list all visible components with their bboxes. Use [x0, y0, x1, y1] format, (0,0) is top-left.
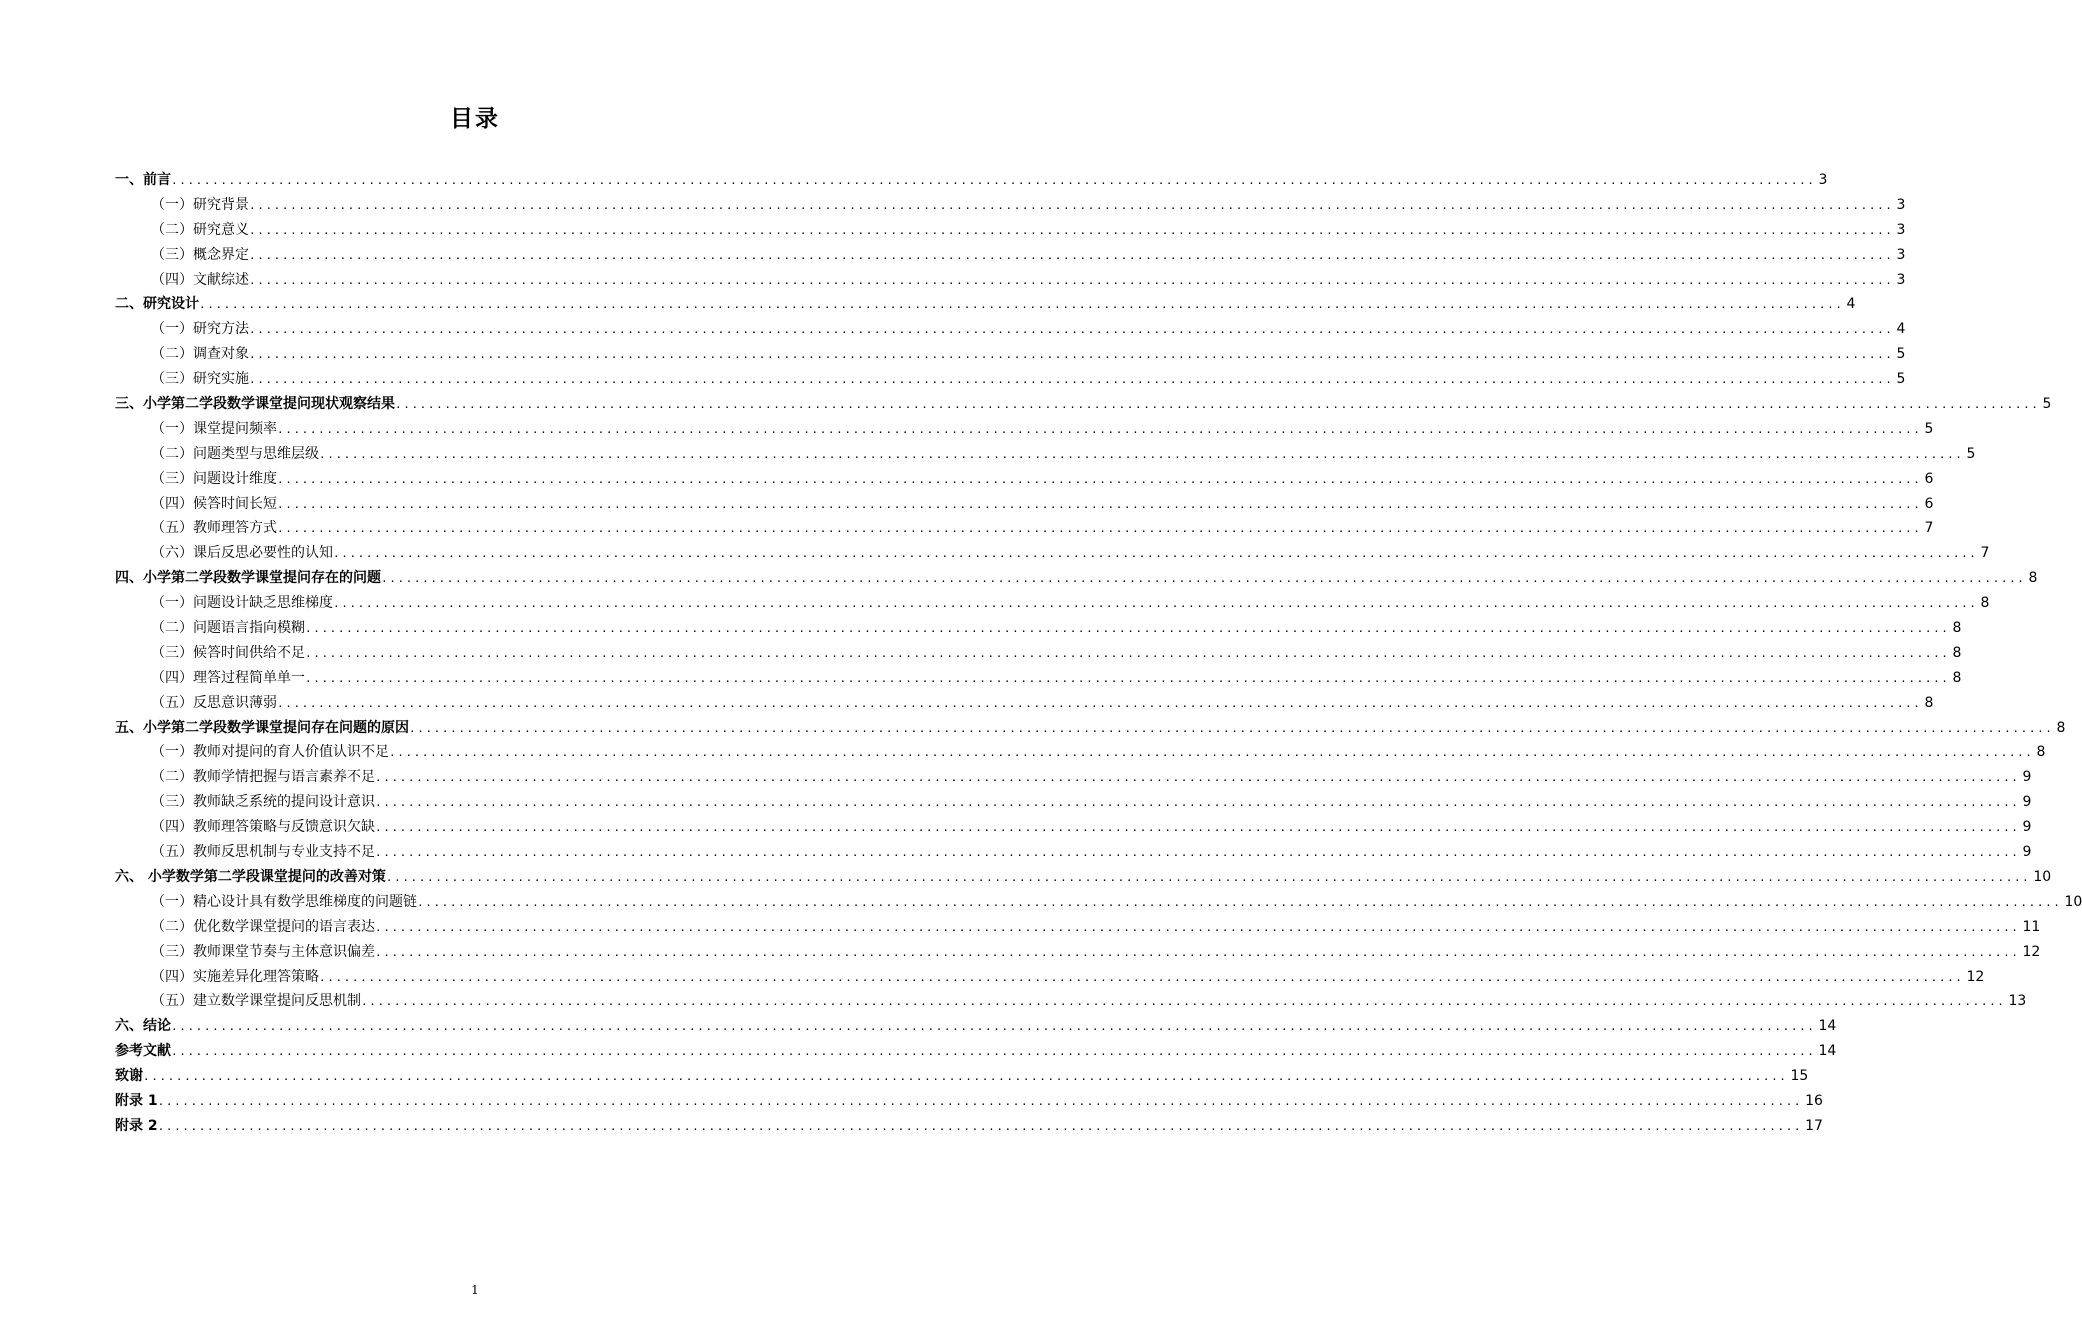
page-number-footer: 1: [471, 1283, 479, 1297]
toc-entry-page-number: 17: [1805, 1117, 1823, 1134]
toc-section-entry[interactable]: [115, 666, 1962, 691]
toc-dot-leader: ........................................................................................................................................................................................................: [277, 497, 1922, 511]
toc-entry-title: （六）课后反思必要性的认知: [151, 545, 333, 562]
toc-section-entry[interactable]: [115, 218, 1906, 243]
toc-entry-title: 参考文献: [115, 1043, 171, 1060]
toc-entry-title: （四）教师理答策略与反馈意识欠缺: [151, 819, 375, 836]
toc-entry-page-number: 5: [1896, 371, 1906, 388]
toc-entry-page-number: 4: [1846, 296, 1856, 313]
toc-dot-leader: ........................................................................................................................................................................................................: [249, 248, 1894, 262]
toc-dot-leader: ........................................................................................................................................................................................................: [157, 1094, 1803, 1108]
toc-entry-title: （二）调查对象: [151, 346, 249, 363]
toc-chapter-entry[interactable]: [115, 1114, 1823, 1139]
toc-dot-leader: ........................................................................................................................................................................................................: [171, 174, 1816, 187]
toc-chapter-entry[interactable]: [115, 392, 2052, 417]
toc-entry-page-number: 9: [2022, 844, 2032, 861]
toc-entry-page-number: 7: [1980, 545, 1990, 562]
toc-chapter-entry[interactable]: [115, 865, 2052, 890]
toc-section-entry[interactable]: [115, 740, 2046, 765]
toc-dot-leader: ........................................................................................................................................................................................................: [305, 622, 1950, 636]
toc-section-entry[interactable]: [115, 989, 2027, 1014]
toc-dot-leader: ........................................................................................................................................................................................................: [333, 547, 1978, 561]
toc-section-entry[interactable]: [115, 691, 1934, 716]
toc-chapter-entry[interactable]: [115, 1064, 1809, 1089]
toc-entry-page-number: 12: [1966, 968, 1985, 985]
toc-dot-leader: ........................................................................................................................................................................................................: [171, 1020, 1816, 1034]
toc-dot-leader: ........................................................................................................................................................................................................: [361, 995, 2006, 1009]
toc-section-entry[interactable]: [115, 965, 1985, 990]
toc-section-entry[interactable]: [115, 915, 2041, 940]
toc-dot-leader: ........................................................................................................................................................................................................: [249, 223, 1894, 237]
toc-entry-title: （二）问题语言指向模糊: [151, 620, 305, 637]
toc-dot-leader: ........................................................................................................................................................................................................: [277, 522, 1922, 536]
toc-entry-page-number: 7: [1924, 520, 1934, 537]
toc-section-entry[interactable]: [115, 815, 2032, 840]
toc-entry-title: 三、小学第二学段数学课堂提问现状观察结果: [115, 396, 395, 413]
toc-entry-page-number: 8: [1980, 595, 1990, 612]
toc-section-entry[interactable]: [115, 367, 1906, 392]
toc-dot-leader: ........................................................................................................................................................................................................: [277, 422, 1922, 436]
toc-dot-leader: ........................................................................................................................................................................................................: [171, 1045, 1816, 1059]
toc-dot-leader: ........................................................................................................................................................................................................: [319, 447, 1964, 461]
toc-section-entry[interactable]: [115, 790, 2032, 815]
toc-entry-title: （三）候答时间供给不足: [151, 644, 305, 661]
toc-dot-leader: ........................................................................................................................................................................................................: [389, 746, 2034, 760]
toc-entry-page-number: 10: [2064, 893, 2082, 910]
toc-entry-title: （四）实施差异化理答策略: [151, 968, 319, 985]
toc-dot-leader: ........................................................................................................................................................................................................: [375, 821, 2020, 835]
toc-entry-title: 二、研究设计: [115, 296, 199, 313]
toc-entry-page-number: 6: [1924, 495, 1934, 512]
toc-dot-leader: ........................................................................................................................................................................................................: [417, 895, 2062, 909]
toc-section-entry[interactable]: [115, 616, 1962, 641]
toc-chapter-entry[interactable]: [115, 292, 1856, 317]
toc-entry-title: （三）教师缺乏系统的提问设计意识: [151, 794, 375, 811]
toc-entry-title: 五、小学第二学段数学课堂提问存在问题的原因: [115, 719, 409, 736]
toc-dot-leader: ........................................................................................................................................................................................................: [277, 472, 1922, 486]
toc-entry-page-number: 14: [1818, 1043, 1837, 1060]
toc-entry-title: （一）教师对提问的育人价值认识不足: [151, 744, 389, 761]
toc-entry-page-number: 14: [1818, 1018, 1837, 1035]
toc-entry-title: 六、结论: [115, 1018, 171, 1035]
toc-section-entry[interactable]: [115, 417, 1934, 442]
toc-entry-page-number: 3: [1818, 172, 1828, 188]
page-title: 目录: [450, 106, 500, 132]
toc-entry-title: （二）研究意义: [151, 221, 249, 238]
toc-dot-leader: ........................................................................................................................................................................................................: [375, 846, 2020, 860]
toc-entry-page-number: 13: [2008, 993, 2027, 1010]
toc-entry-page-number: 3: [1896, 271, 1906, 288]
toc-section-entry[interactable]: [115, 765, 2032, 790]
toc-entry-title: （二）问题类型与思维层级: [151, 445, 319, 462]
toc-dot-leader: ........................................................................................................................................................................................................: [249, 198, 1894, 212]
toc-entry-title: （二）优化数学课堂提问的语言表达: [151, 918, 375, 935]
toc-dot-leader: ........................................................................................................................................................................................................: [375, 920, 2020, 934]
toc-section-entry[interactable]: [115, 641, 1962, 666]
toc-chapter-entry[interactable]: [115, 1014, 1837, 1039]
toc-entry-title: （五）建立数学课堂提问反思机制: [151, 993, 361, 1010]
toc-entry-page-number: 5: [1924, 420, 1934, 437]
toc-entry-title: （一）研究方法: [151, 321, 249, 338]
toc-section-entry[interactable]: [115, 342, 1906, 367]
toc-chapter-entry[interactable]: [115, 1089, 1823, 1114]
toc-entry-page-number: 6: [1924, 470, 1934, 487]
toc-entry-page-number: 3: [1896, 221, 1906, 238]
toc-section-entry[interactable]: [115, 541, 1990, 566]
toc-dot-leader: ........................................................................................................................................................................................................: [249, 273, 1894, 287]
toc-entry-page-number: 3: [1896, 246, 1906, 263]
toc-dot-leader: ........................................................................................................................................................................................................: [409, 721, 2054, 735]
toc-entry-title: 一、前言: [115, 172, 171, 188]
toc-section-entry[interactable]: [115, 243, 1906, 268]
toc-entry-page-number: 16: [1805, 1092, 1823, 1109]
toc-section-entry[interactable]: [115, 940, 2041, 965]
toc-chapter-entry[interactable]: [115, 168, 1828, 193]
toc-entry-page-number: 8: [2036, 744, 2046, 761]
toc-entry-title: 六、 小学数学第二学段课堂提问的改善对策: [115, 868, 386, 885]
toc-dot-leader: ........................................................................................................................................................................................................: [277, 696, 1922, 710]
toc-section-entry[interactable]: [115, 467, 1934, 492]
toc-dot-leader: ........................................................................................................................................................................................................: [375, 771, 2020, 785]
toc-entry-title: （五）反思意识薄弱: [151, 694, 277, 711]
toc-dot-leader: ........................................................................................................................................................................................................: [249, 373, 1894, 387]
toc-entry-title: （一）研究背景: [151, 196, 249, 213]
toc-entry-title: （二）教师学情把握与语言素养不足: [151, 769, 375, 786]
toc-entry-page-number: 11: [2022, 918, 2041, 935]
toc-dot-leader: ........................................................................................................................................................................................................: [143, 1070, 1788, 1084]
toc-entry-page-number: 4: [1896, 321, 1906, 338]
toc-entry-page-number: 9: [2022, 794, 2032, 811]
toc-entry-title: （一）课堂提问频率: [151, 420, 277, 437]
toc-entry-title: （三）概念界定: [151, 246, 249, 263]
toc-entry-page-number: 8: [1952, 644, 1962, 661]
toc-section-entry[interactable]: [115, 840, 2032, 865]
toc-dot-leader: ........................................................................................................................................................................................................: [375, 796, 2020, 810]
toc-entry-page-number: 5: [2042, 396, 2052, 413]
toc-chapter-entry[interactable]: [115, 566, 2038, 591]
toc-entry-title: （一）精心设计具有数学思维梯度的问题链: [151, 893, 417, 910]
toc-dot-leader: ........................................................................................................................................................................................................: [305, 671, 1950, 685]
toc-dot-leader: ........................................................................................................................................................................................................: [395, 398, 2040, 412]
toc-dot-leader: ........................................................................................................................................................................................................: [249, 323, 1894, 337]
toc-section-entry[interactable]: [115, 442, 1976, 467]
toc-entry-page-number: 5: [1896, 346, 1906, 363]
toc-section-entry[interactable]: [115, 317, 1906, 342]
toc-entry-page-number: 12: [2022, 943, 2041, 960]
toc-entry-title: （三）研究实施: [151, 371, 249, 388]
toc-dot-leader: ........................................................................................................................................................................................................: [305, 646, 1950, 660]
toc-entry-title: 附录 2: [115, 1117, 158, 1134]
toc-entry-title: （五）教师理答方式: [151, 520, 277, 537]
toc-section-entry[interactable]: [115, 890, 2082, 915]
toc-entry-page-number: 8: [1924, 694, 1934, 711]
toc-dot-leader: ........................................................................................................................................................................................................: [249, 348, 1894, 362]
toc-entry-title: （三）问题设计维度: [151, 470, 277, 487]
toc-section-entry[interactable]: [115, 193, 1906, 218]
toc-section-entry[interactable]: [115, 591, 1990, 616]
toc-entry-title: （四）理答过程简单单一: [151, 669, 305, 686]
toc-entry-title: （四）文献综述: [151, 271, 249, 288]
toc-entry-page-number: 8: [2028, 570, 2038, 587]
toc-entry-title: （三）教师课堂节奏与主体意识偏差: [151, 943, 375, 960]
toc-entry-title: （五）教师反思机制与专业支持不足: [151, 844, 375, 861]
toc-dot-leader: ........................................................................................................................................................................................................: [385, 870, 2031, 884]
toc-chapter-entry[interactable]: [115, 1039, 1837, 1064]
toc-entry-page-number: 8: [2056, 719, 2066, 736]
toc-entry-page-number: 8: [1952, 669, 1962, 686]
toc-entry-page-number: 8: [1952, 620, 1962, 637]
toc-entry-page-number: 3: [1896, 196, 1906, 213]
toc-dot-leader: ........................................................................................................................................................................................................: [157, 1119, 1803, 1133]
toc-dot-leader: ........................................................................................................................................................................................................: [199, 298, 1844, 312]
toc-entry-page-number: 9: [2022, 819, 2032, 836]
toc-entry-title: （一）问题设计缺乏思维梯度: [151, 595, 333, 612]
table-of-contents: [115, 168, 2082, 1139]
toc-entry-page-number: 15: [1790, 1068, 1809, 1085]
toc-entry-title: 致谢: [115, 1068, 143, 1085]
toc-entry-page-number: 9: [2022, 769, 2032, 786]
toc-entry-title: （四）候答时间长短: [151, 495, 277, 512]
toc-entry-title: 四、小学第二学段数学课堂提问存在的问题: [115, 570, 381, 587]
toc-dot-leader: ........................................................................................................................................................................................................: [333, 597, 1978, 611]
toc-dot-leader: ........................................................................................................................................................................................................: [381, 572, 2026, 586]
toc-section-entry[interactable]: [115, 492, 1934, 517]
toc-chapter-entry[interactable]: [115, 716, 2066, 741]
toc-dot-leader: ........................................................................................................................................................................................................: [375, 945, 2020, 959]
toc-section-entry[interactable]: [115, 268, 1906, 293]
toc-dot-leader: ........................................................................................................................................................................................................: [319, 970, 1964, 984]
toc-entry-title: 附录 1: [115, 1092, 158, 1109]
toc-section-entry[interactable]: [115, 516, 1934, 541]
toc-entry-page-number: 10: [2033, 868, 2052, 885]
toc-entry-page-number: 5: [1966, 445, 1976, 462]
